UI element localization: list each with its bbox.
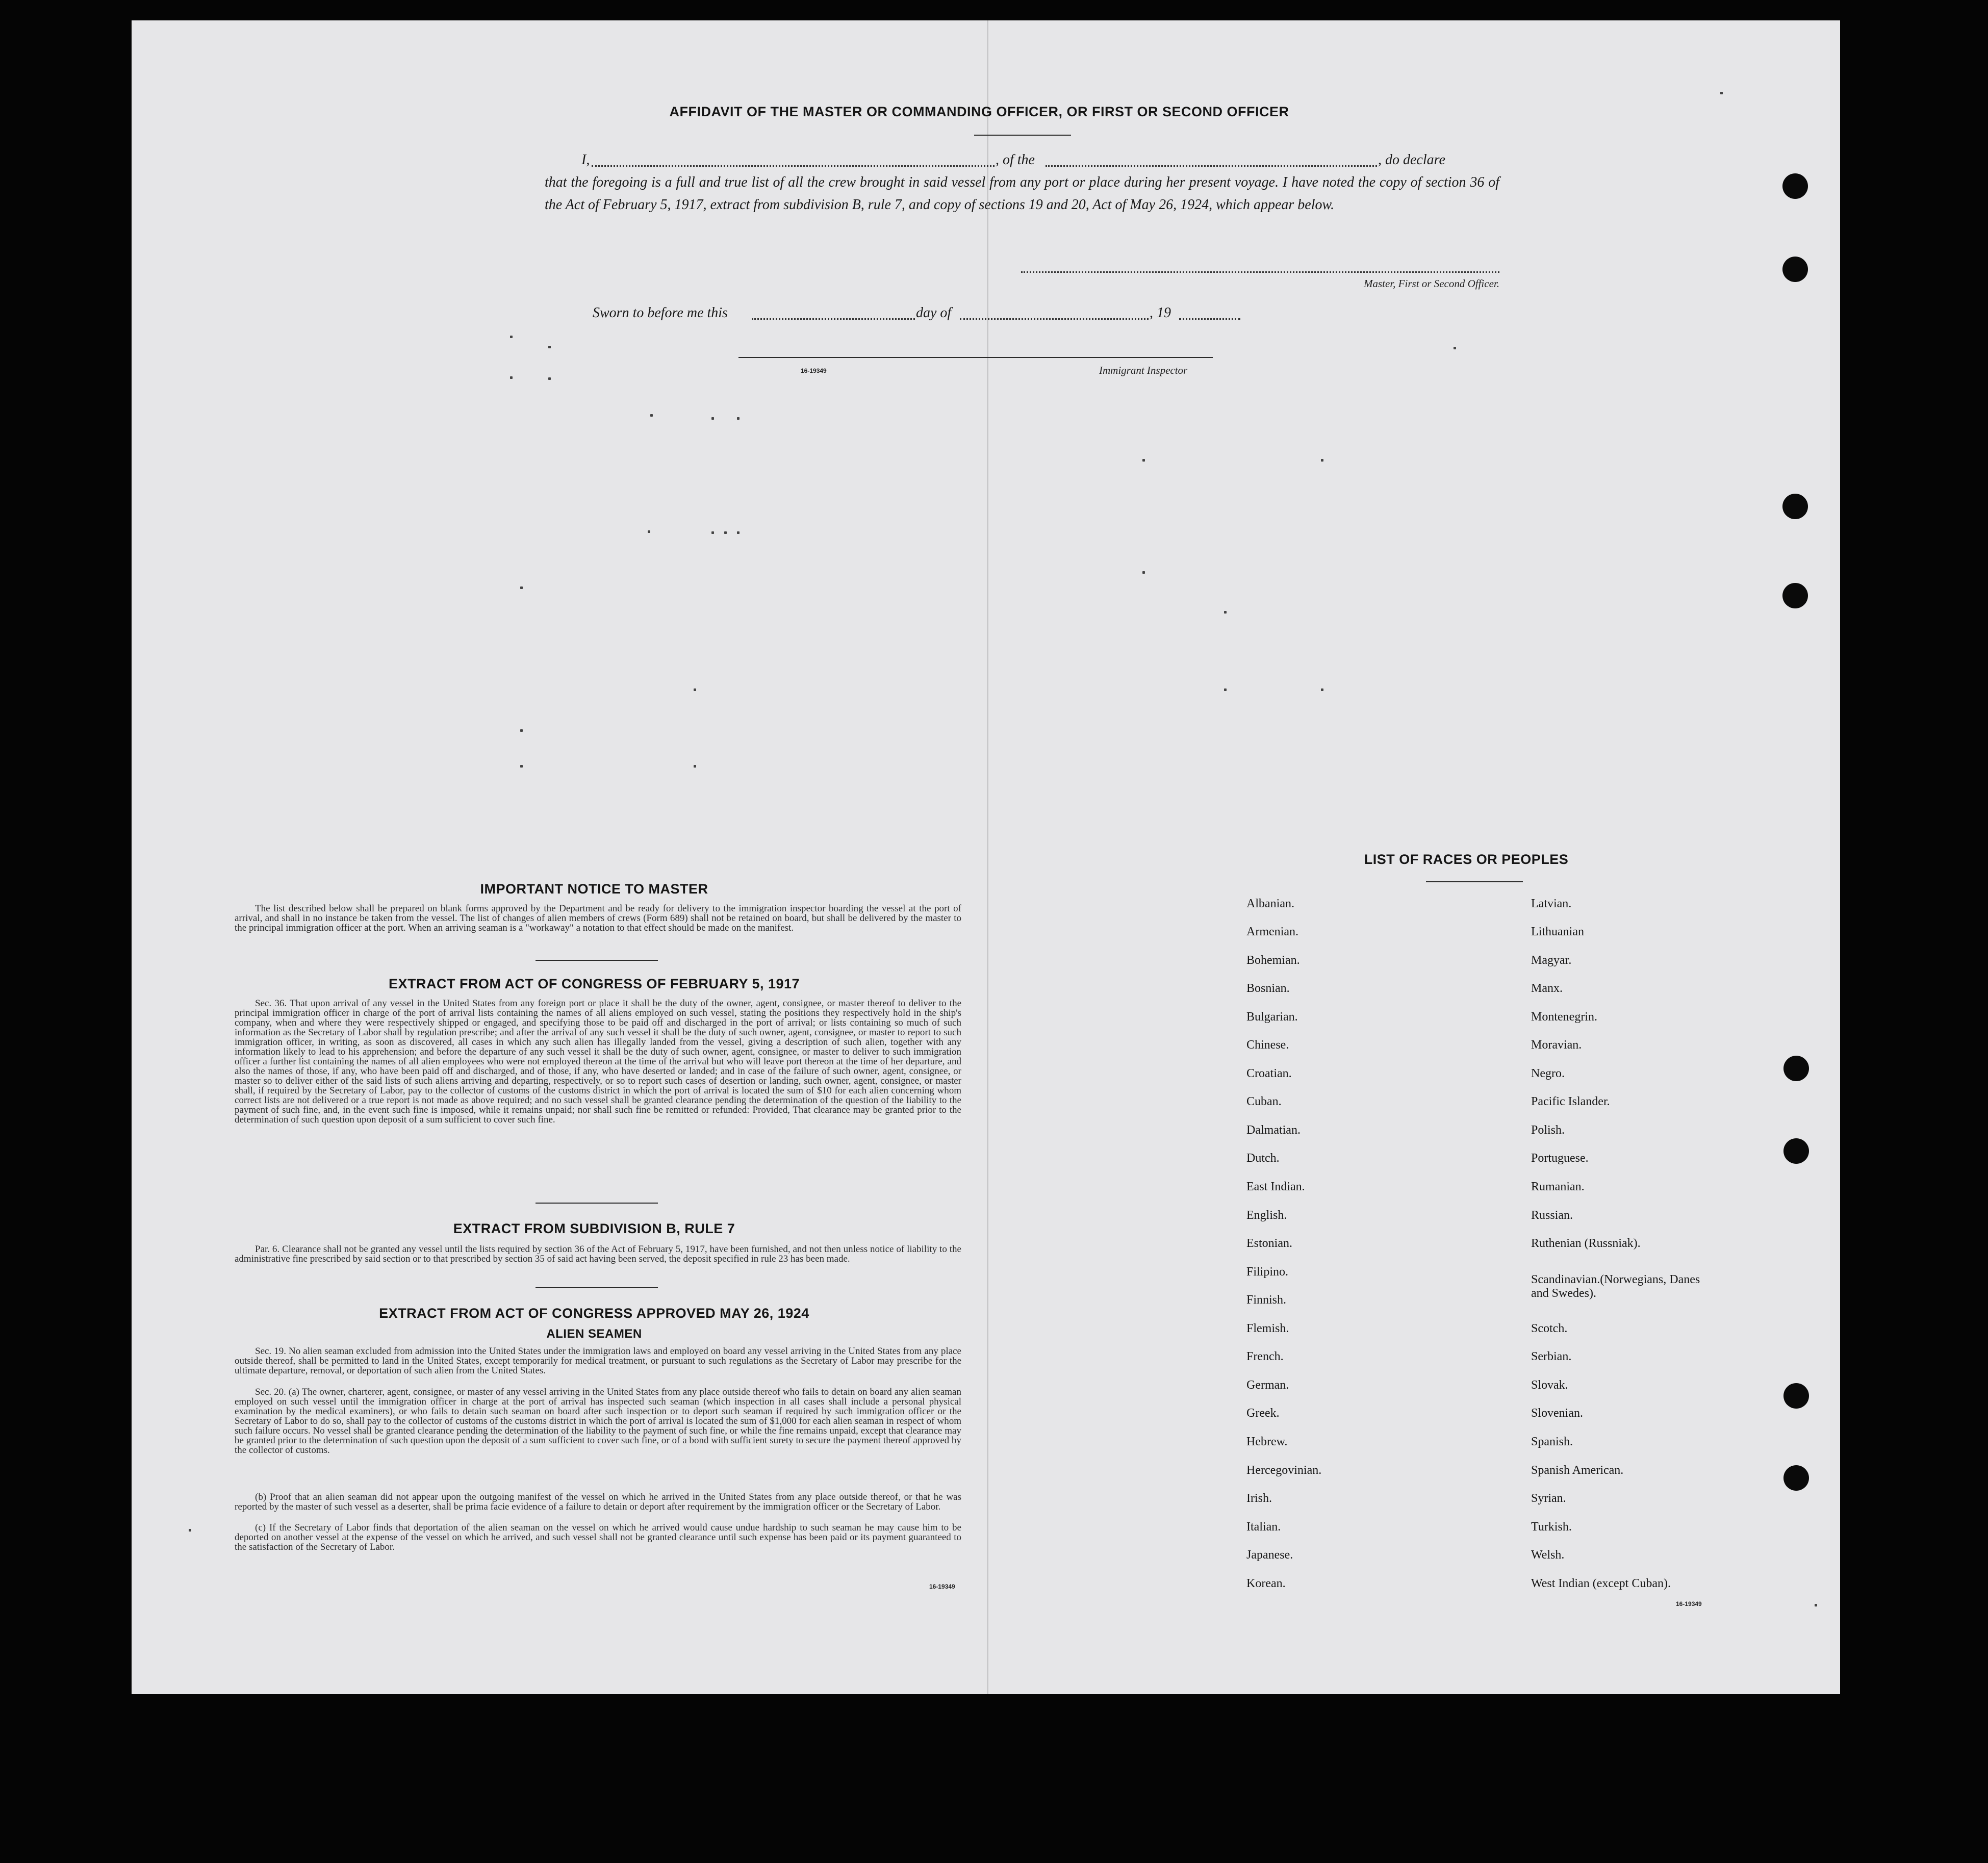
affidavit-declaration-line [581,149,1499,171]
race-item: Ruthenian (Russniak). [1531,1237,1641,1250]
race-item: Russian. [1531,1209,1573,1222]
title-divider [974,135,1071,136]
punch-hole [1783,1056,1809,1081]
alien-seamen-subtitle: ALIEN SEAMEN [546,1327,642,1341]
race-item: English. [1246,1209,1287,1222]
race-item: Negro. [1531,1067,1565,1080]
race-item: Manx. [1531,982,1563,995]
race-item: Slovak. [1531,1379,1568,1392]
page-fold [987,20,988,1694]
inspector-label: Immigrant Inspector [1099,364,1188,376]
day-of-label: day of [916,305,952,321]
divider [536,1287,658,1288]
race-item: Flemish. [1246,1322,1289,1335]
punch-hole [1783,1138,1809,1164]
race-item: Bohemian. [1246,954,1300,967]
race-item: Croatian. [1246,1067,1292,1080]
race-item: Hercegovinian. [1246,1464,1322,1477]
signature-line[interactable] [1021,271,1499,273]
race-item: Cuban. [1246,1095,1282,1108]
notice-body: The list described below shall be prepared on blank forms approved by the Department and be ready for delivery to the immigration inspector boarding the vessel at the port of arrival, and shall in no instance be taken from the vessel. The list of changes of alien members of crews (Form 689) shall not be retained on board, but shall be delivered by the master to the principal immigration officer at the port. When an arriving seaman is a "workaway" a notation to that effect should be made on the manifest. [235,903,961,933]
extract-rule7-body: Par. 6. Clearance shall not be granted any vessel until the lists required by section 36 of the Act of February 5, 1917, have been furnished, and not then unless notice of liability to the administrative fine prescribed by said section or to that prescribed by section 35 of said act having been served, the deposit specified in rule 23 has been made. [235,1244,961,1264]
race-item: Moravian. [1531,1038,1582,1052]
race-item: Finnish. [1246,1293,1287,1307]
race-item: Japanese. [1246,1548,1293,1562]
race-item: Filipino. [1246,1265,1289,1279]
race-item: Scandinavian.(Norwegians, Danes and Swedes). [1531,1273,1700,1300]
race-item: Pacific Islander. [1531,1095,1610,1108]
race-item: Irish. [1246,1492,1272,1505]
inspector-signature-line [738,357,1213,358]
sworn-year-field[interactable] [1179,318,1240,320]
extract-1917-title: EXTRACT FROM ACT OF CONGRESS OF FEBRUARY 5, 1917 [388,976,800,991]
race-item: Dalmatian. [1246,1124,1301,1137]
race-item: Lithuanian [1531,925,1584,938]
punch-hole [1782,583,1808,608]
affidavit-title: AFFIDAVIT OF THE MASTER OR COMMANDING OFFICER, OR FIRST OR SECOND OFFICER [669,104,1289,119]
races-title-divider [1426,881,1523,882]
race-item: Portuguese. [1531,1152,1589,1165]
race-item: Bosnian. [1246,982,1290,995]
race-item: Montenegrin. [1531,1010,1597,1024]
extract-rule7-title: EXTRACT FROM SUBDIVISION B, RULE 7 [453,1221,735,1236]
notice-title: IMPORTANT NOTICE TO MASTER [480,881,708,897]
sec20c-body: (c) If the Secretary of Labor finds that deportation of the alien seaman on the vessel on which he arrived would cause undue hardship to such seaman he may cause him to be deported on another vessel at the expense of the vessel on which he arrived, and such vessel shall not be granted clearance until such expense has been paid or its payment guaranteed to the satisfaction of the Secretary of Labor. [235,1522,961,1552]
signature-label: Master, First or Second Officer. [1364,277,1499,290]
punch-hole [1782,173,1808,199]
race-item: French. [1246,1350,1284,1363]
affidavit-body: that the foregoing is a full and true list of all the crew brought in said vessel from any port or place during her present voyage. I have noted the copy of section 36 of the Act of February 5, 1917, extract from subdivision B, rule 7, and copy of sections 19 and 20, Act of May 26, 1924, which appear below. [545,174,1499,213]
sec19-body: Sec. 19. No alien seaman excluded from admission into the United States under the immigration laws and employed on board any vessel arriving in the United States from any place outside thereof, shall be permitted to land in the United States, except temporarily for medical treatment, or pursuant to such regulations as the Secretary of Labor may prescribe for the ultimate departure, removal, or deportation of such alien from the United States. [235,1346,961,1376]
extract-1924-title: EXTRACT FROM ACT OF CONGRESS APPROVED MAY 26, 1924 [379,1306,809,1321]
race-item: Korean. [1246,1577,1286,1590]
race-item: Welsh. [1531,1548,1565,1562]
sworn-day-field[interactable] [752,318,915,320]
race-item: Dutch. [1246,1152,1280,1165]
form-code: 16-19349 [1676,1600,1702,1607]
race-item: Rumanian. [1531,1180,1585,1193]
sworn-month-field[interactable] [960,318,1149,320]
race-item: West Indian (except Cuban). [1531,1577,1671,1590]
race-item: Slovenian. [1531,1407,1583,1420]
sworn-label: Sworn to before me this [593,305,728,321]
race-item: Turkish. [1531,1520,1572,1534]
race-item: Italian. [1246,1520,1281,1534]
do-declare-label: , do declare [1378,152,1445,168]
race-item: Spanish. [1531,1435,1573,1448]
divider [536,1203,658,1204]
race-item: Scotch. [1531,1322,1568,1335]
race-item: Estonian. [1246,1237,1292,1250]
i-label: I, [581,152,590,168]
extract-1917-body: Sec. 36. That upon arrival of any vessel in the United States from any foreign port or place it shall be the duty of the owner, agent, consignee, or master thereof to deliver to the principal immigration officer in charge of the port of arrival lists containing the names of all aliens employed on such vessel, stating the positions they respectively hold in the ship's company, when and where they were respectively shipped or engaged, and specifying those to be paid off and discharged in the port of arrival; or lists containing so much of such information as the Secretary of Labor shall by regulation prescribe; and after the arrival of any such vessel it shall be the duty of such owner, agent, consignee, or master to report to such immigration officer, in writing, as soon as discovered, all cases in which any such alien has illegally landed from the vessel, giving a description of such alien, together with any information likely to lead to his apprehension; and before the departure of any such vessel it shall be the duty of such owner, agent, consignee, or master to deliver to such immigration officer a further list containing the names of all alien employees who were not employed thereon at the time of the arrival but who will leave port thereon at the time of her departure, and also the names of those, if any, who have been paid off and discharged, and of those, if any, who have deserted or landed; and in case of the failure of such owner, agent, consignee, or master so to deliver either of the said lists of such aliens arriving and departing, respectively, or so to report such cases of desertion or landing, such owner, agent, consignee, or master shall, if required by the Secretary of Labor, pay to the collector of customs of the customs district in which the port of arrival is located the sum of $10 for each alien concerning whom correct lists are not delivered or a true report is not made as above required; and no such vessel shall be granted clearance pending the determination of the question of the liability to the payment of such fine, and, in the event such fine is imposed, while it remains unpaid; nor shall such fine be remitted or refunded: Provided, That clearance may be granted prior to the determination of such question upon deposit of a sum sufficient to cover such fine. [235,998,961,1125]
form-code: 16-19349 [801,367,827,374]
race-item: Spanish American. [1531,1464,1624,1477]
punch-hole [1782,494,1808,519]
race-item: Latvian. [1531,897,1572,910]
punch-hole [1783,1383,1809,1409]
race-item: Polish. [1531,1124,1565,1137]
name-field[interactable] [592,165,995,167]
year-label: , 19 [1150,305,1171,321]
race-item: East Indian. [1246,1180,1305,1193]
sworn-line [593,302,1286,324]
race-item: Chinese. [1246,1038,1289,1052]
race-item: Greek. [1246,1407,1280,1420]
race-item: German. [1246,1379,1289,1392]
of-the-label: , of the [996,152,1035,168]
race-item: Albanian. [1246,897,1294,910]
race-item: Syrian. [1531,1492,1566,1505]
punch-hole [1782,257,1808,282]
vessel-field[interactable] [1046,165,1377,167]
punch-hole [1783,1465,1809,1491]
divider [536,960,658,961]
sec20b-body: (b) Proof that an alien seaman did not appear upon the outgoing manifest of the vessel on which he arrived in the United States from any place outside thereof, or that he was reported by the master of such vessel as a deserter, shall be prima facie evidence of a failure to detain or deport after requirement by the immigration officer or the Secretary of Labor. [235,1492,961,1512]
form-code: 16-19349 [929,1583,955,1590]
races-title: LIST OF RACES OR PEOPLES [1364,852,1569,867]
race-item: Bulgarian. [1246,1010,1298,1024]
race-item: Armenian. [1246,925,1298,938]
race-item: Serbian. [1531,1350,1572,1363]
race-item: Hebrew. [1246,1435,1288,1448]
sec20a-body: Sec. 20. (a) The owner, charterer, agent, consignee, or master of any vessel arriving in the United States from any place outside thereof who fails to detain on board any alien seaman employed on such vessel until the immigration officer in charge at the port of arrival has inspected such seaman (which inspection in all cases shall include a personal physical examination by the medical examiners), or who fails to detain such seaman on board after such inspection or to deport such seaman if required by such immigration officer or the Secretary of Labor to do so, shall pay to the collector of customs of the customs district in which the port of arrival is located the sum of $1,000 for each alien seaman in respect of whom such failure occurs. No vessel shall be granted clearance pending the determination of the liability to the payment of such fine, or while the fine remains unpaid, except that clearance may be granted prior to the determination of such question upon the deposit of a sum sufficient to cover such fine, or of a bond with sufficient surety to secure the payment thereof approved by the collector of customs. [235,1387,961,1456]
race-item: Magyar. [1531,954,1572,967]
